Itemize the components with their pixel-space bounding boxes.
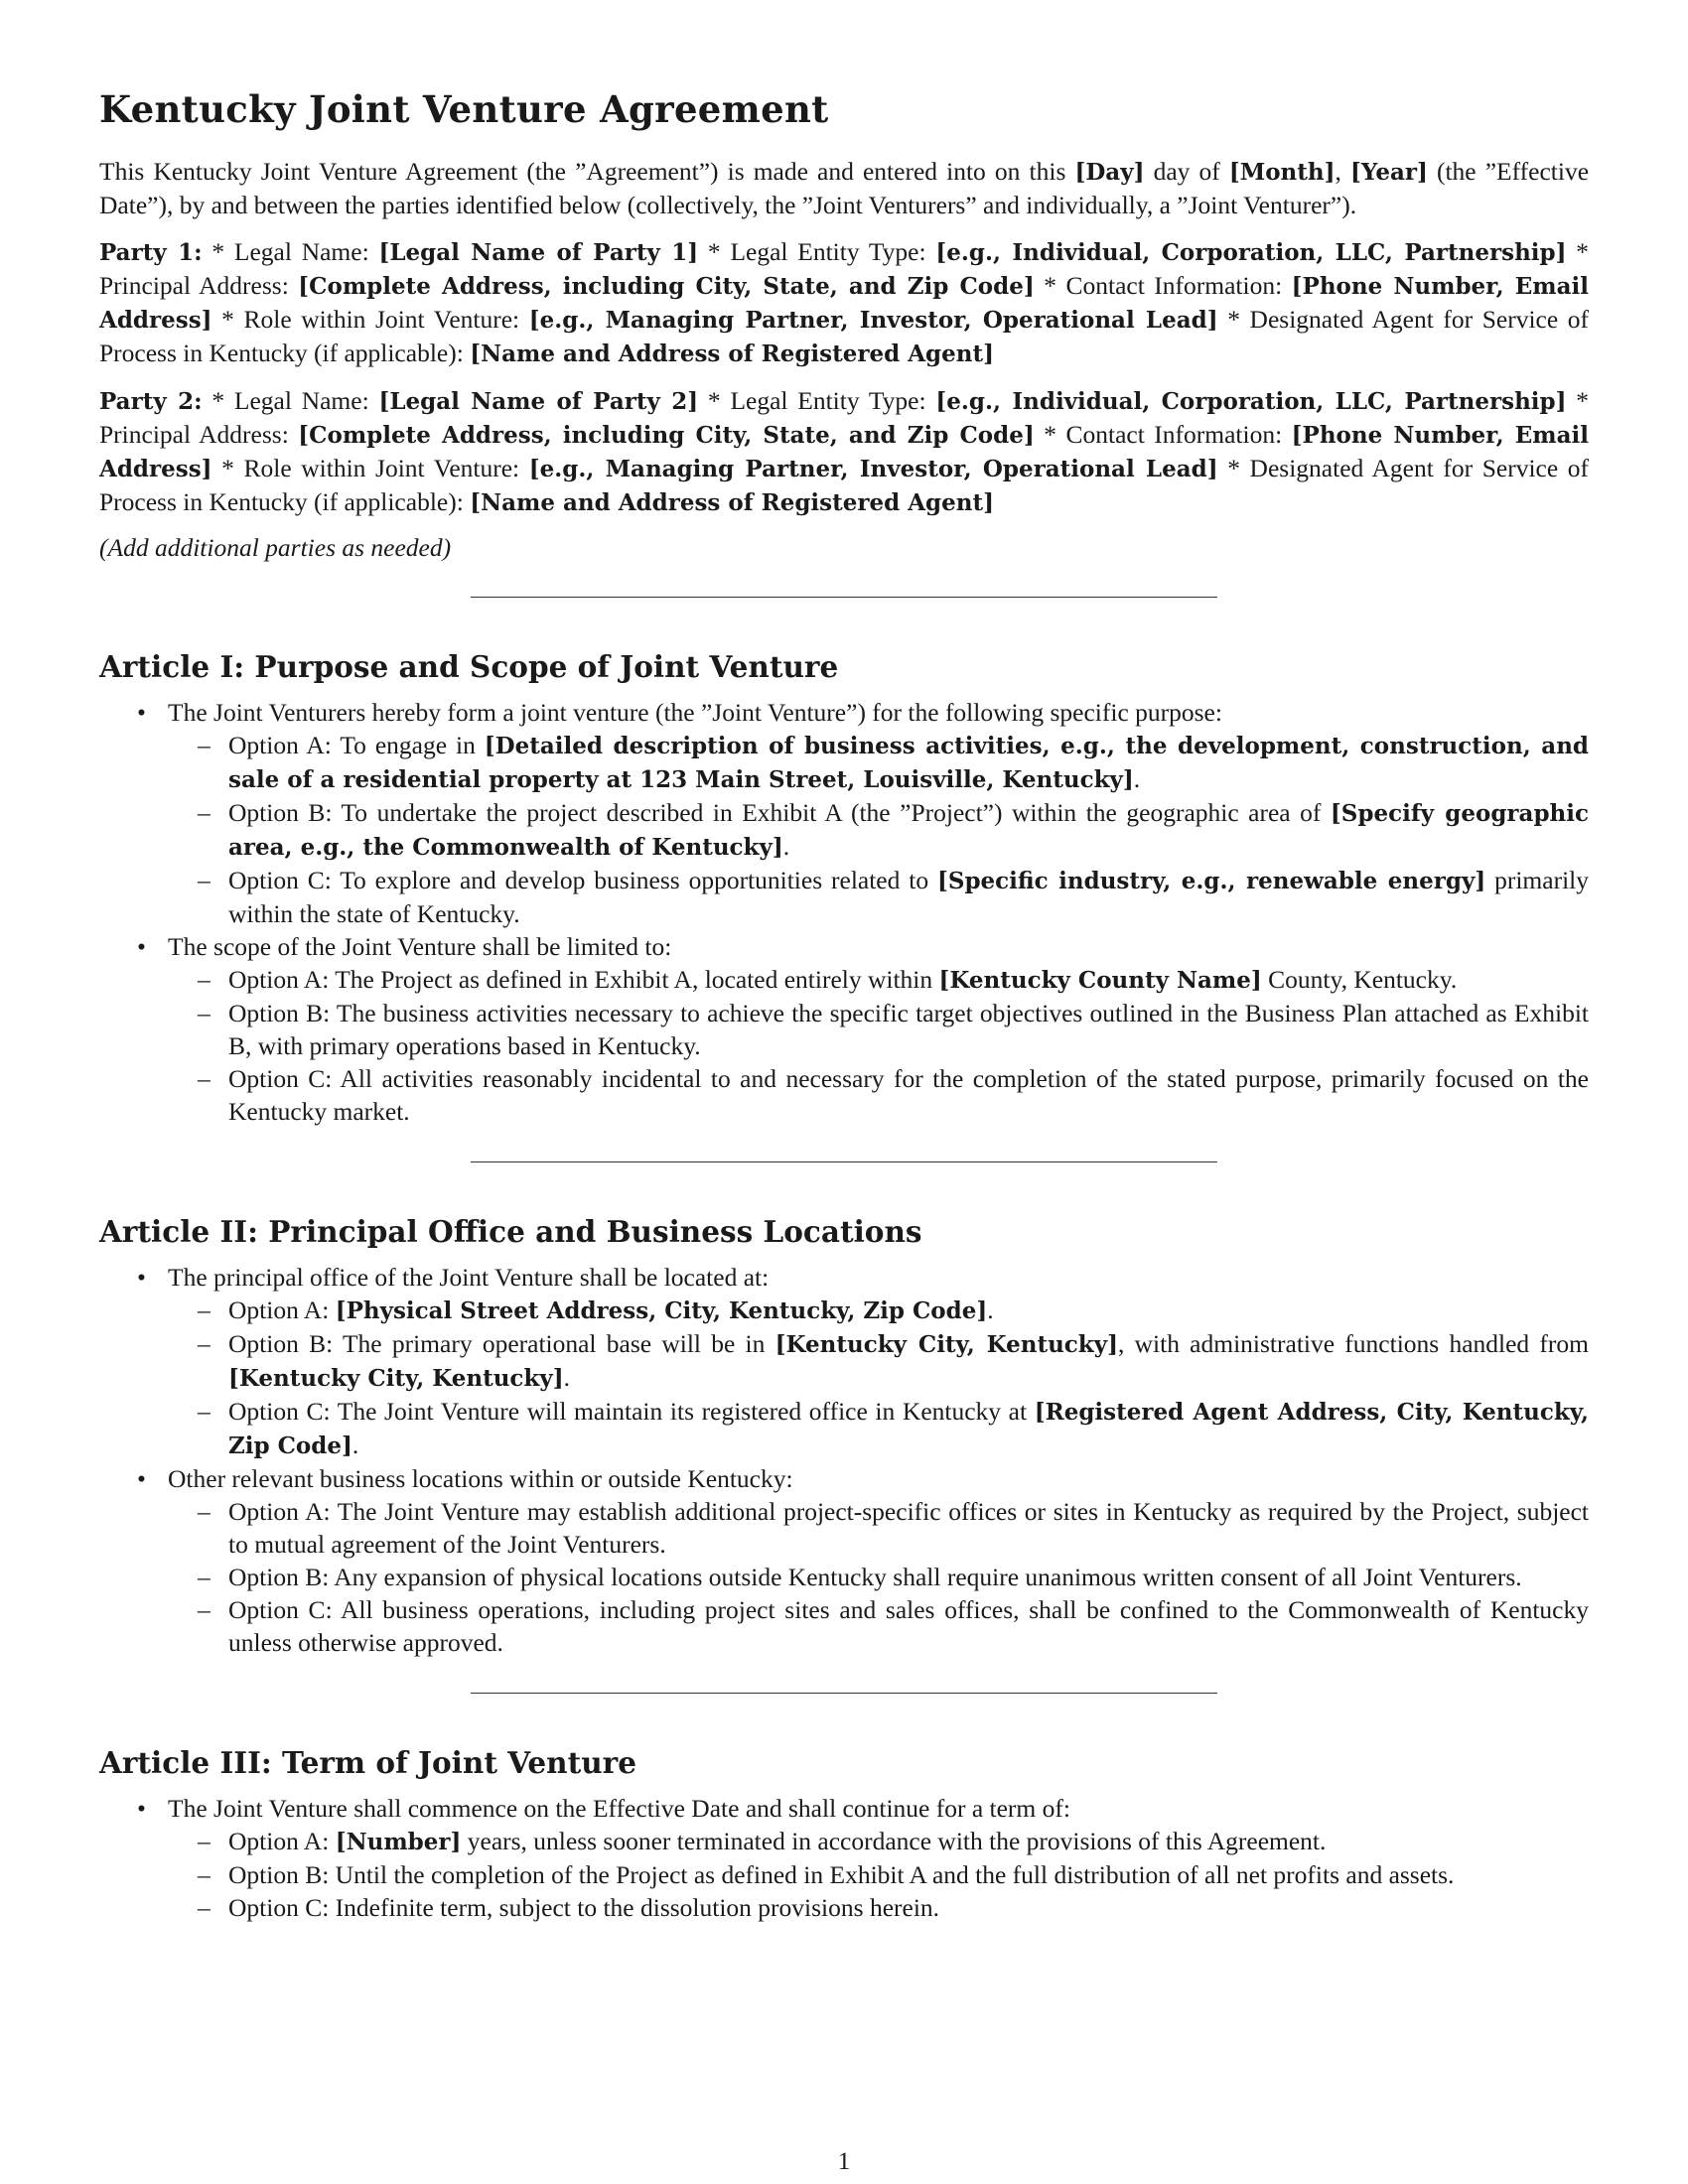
text-run: This Kentucky Joint Venture Agreement (the ”Agreement”) is made and entered into on this (99, 157, 1075, 186)
option-item (168, 1561, 1589, 1593)
section-divider (471, 1693, 1217, 1694)
dash-icon: – (198, 1397, 211, 1426)
placeholder-field: [e.g., Managing Partner, Investor, Operational Lead] (528, 307, 1218, 334)
section-divider (471, 597, 1217, 598)
article-list (99, 696, 1589, 1128)
placeholder-field: Party 2: (99, 388, 203, 415)
text-run: years, unless sooner terminated in accordance with the provisions of this Agreement. (461, 1827, 1327, 1855)
option-item (168, 1294, 1589, 1327)
placeholder-field: Party 1: (99, 239, 203, 266)
option-list (168, 1294, 1589, 1462)
option-item (168, 1395, 1589, 1462)
text-run: Option A: (228, 1296, 336, 1324)
text-run: Option B: Any expansion of physical locations outside Kentucky shall require unanimous written consent of all Joint Venturers. (228, 1563, 1522, 1591)
additional-parties-note: (Add additional parties as needed) (99, 533, 452, 562)
option-item (168, 963, 1589, 997)
dash-icon: – (198, 1064, 211, 1093)
option-item (168, 1062, 1589, 1128)
intro-paragraph (99, 155, 1589, 221)
option-list (168, 1495, 1589, 1659)
placeholder-field: [Legal Name of Party 1] (378, 239, 699, 266)
option-item (168, 1327, 1589, 1395)
list-item (99, 1261, 1589, 1462)
party-1-block (99, 235, 1589, 370)
placeholder-field: [Day] (1074, 159, 1145, 186)
option-item (168, 796, 1589, 864)
document-title: Kentucky Joint Venture Agreement (99, 87, 829, 131)
text-run: * Legal Name: (202, 386, 379, 415)
option-item (168, 729, 1589, 796)
list-item (99, 930, 1589, 1128)
dash-icon: – (198, 1296, 211, 1324)
text-run: * Designated Agent for Service of Process in Kentucky (if applicable): (99, 305, 1590, 367)
text-run: * Legal Entity Type: (698, 386, 936, 415)
placeholder-field: [e.g., Individual, Corporation, LLC, Partnership] (935, 388, 1567, 415)
article-heading: Article I: Purpose and Scope of Joint Venture (99, 649, 839, 684)
list-item (99, 1792, 1589, 1924)
list-item-text: The principal office of the Joint Venture shall be located at: (168, 1263, 770, 1292)
text-run: Option C: To explore and develop business opportunities related to (228, 866, 937, 894)
text-run: * Legal Entity Type: (698, 237, 936, 266)
bullet-icon: • (137, 932, 146, 961)
text-run: Option A: The Project as defined in Exhibit A, located entirely within (228, 965, 939, 994)
text-run: Option A: The Joint Venture may establish additional project-specific offices or sites in Kentucky as required by the Project, subject to mutual agreement of the Joint Venturers. (228, 1497, 1589, 1559)
text-run: primarily within the state of Kentucky. (228, 866, 1589, 928)
bullet-icon: • (137, 1464, 146, 1493)
text-run: . (563, 1363, 570, 1392)
text-run: Option C: Indefinite term, subject to the dissolution provisions herein. (228, 1893, 940, 1922)
articles-container (99, 597, 1589, 1924)
placeholder-field: [Kentucky City, Kentucky] (774, 1331, 1118, 1358)
text-run: Option A: To engage in (228, 731, 485, 759)
text-run: (the ”Effective Date”), by and between the parties identified below (collectively, the ”Joint Venturers” and individually, a ”Joint Venturer”). (99, 157, 1590, 219)
list-item-text: The scope of the Joint Venture shall be limited to: (168, 932, 672, 961)
text-run: . (782, 832, 790, 861)
text-run: * Contact Information: (1034, 271, 1292, 300)
text-run: Option C: The Joint Venture will maintain its registered office in Kentucky at (228, 1397, 1035, 1426)
placeholder-field: [Specify geographic area, e.g., the Commonwealth of Kentucky] (228, 800, 1589, 861)
dash-icon: – (198, 731, 211, 759)
text-run: * Designated Agent for Service of Process in Kentucky (if applicable): (99, 454, 1590, 516)
text-run: * Contact Information: (1034, 420, 1292, 449)
option-list (168, 729, 1589, 930)
page-number: 1 (837, 2146, 851, 2175)
placeholder-field: [Physical Street Address, City, Kentucky, Zip Code] (335, 1297, 988, 1324)
placeholder-field: [Specific industry, e.g., renewable energy] (936, 868, 1486, 894)
text-run: * Legal Name: (202, 237, 379, 266)
bullet-icon: • (137, 698, 146, 727)
placeholder-field: [Complete Address, including City, State, and Zip Code] (298, 273, 1035, 300)
list-item-text: The Joint Venture shall commence on the Effective Date and shall continue for a term of: (168, 1794, 1070, 1823)
placeholder-field: [Phone Number, Email Address] (99, 422, 1589, 482)
text-run: Option B: Until the completion of the Project as defined in Exhibit A and the full distribution of all net profits and assets. (228, 1860, 1455, 1889)
text-run: Option B: The primary operational base will be in (228, 1329, 775, 1358)
placeholder-field: [Name and Address of Registered Agent] (470, 489, 994, 516)
text-run: . (1133, 764, 1141, 793)
placeholder-field: [e.g., Individual, Corporation, LLC, Partnership] (935, 239, 1567, 266)
placeholder-field: [Month] (1228, 159, 1336, 186)
dash-icon: – (198, 798, 211, 827)
placeholder-field: [Detailed description of business activities, e.g., the development, construction, and sale of a residential property at 123 Main Street, Louisville, Kentucky] (228, 733, 1590, 793)
dash-icon: – (198, 1860, 211, 1889)
bullet-icon: • (137, 1263, 146, 1292)
text-run: * Principal Address: (99, 386, 1590, 449)
list-item (99, 696, 1589, 930)
text-run: . (987, 1296, 994, 1324)
list-item (99, 1462, 1589, 1659)
dash-icon: – (198, 999, 211, 1027)
dash-icon: – (198, 866, 211, 894)
text-run: Option C: All business operations, including project sites and sales offices, shall be confined to the Commonwealth of Kentucky unless otherwise approved. (228, 1595, 1589, 1657)
option-list (168, 963, 1589, 1128)
placeholder-field: [Registered Agent Address, City, Kentucky, Zip Code] (228, 1399, 1589, 1459)
text-run: Option B: To undertake the project described in Exhibit A (the ”Project”) within the geographic area of (228, 798, 1331, 827)
placeholder-field: [e.g., Managing Partner, Investor, Operational Lead] (528, 456, 1218, 482)
bullet-icon: • (137, 1794, 146, 1823)
article-list (99, 1261, 1589, 1659)
party-2-block (99, 384, 1589, 519)
dash-icon: – (198, 965, 211, 994)
text-run: * Role within Joint Venture: (211, 305, 529, 334)
option-item (168, 1825, 1589, 1858)
option-item (168, 1858, 1589, 1891)
option-item (168, 997, 1589, 1062)
dash-icon: – (198, 1497, 211, 1526)
option-list (168, 1825, 1589, 1924)
dash-icon: – (198, 1329, 211, 1358)
article-list (99, 1792, 1589, 1924)
text-run: * Principal Address: (99, 237, 1590, 300)
article-heading: Article II: Principal Office and Business Locations (99, 1214, 922, 1249)
dash-icon: – (198, 1827, 211, 1855)
placeholder-field: [Year] (1350, 159, 1428, 186)
list-item-text: Other relevant business locations within or outside Kentucky: (168, 1464, 793, 1493)
placeholder-field: [Number] (335, 1829, 462, 1855)
option-item (168, 864, 1589, 930)
list-item-text: The Joint Venturers hereby form a joint venture (the ”Joint Venture”) for the following specific purpose: (168, 698, 1222, 727)
text-run: , with administrative functions handled from (1117, 1329, 1589, 1358)
text-run: day of (1144, 157, 1229, 186)
dash-icon: – (198, 1893, 211, 1922)
placeholder-field: [Phone Number, Email Address] (99, 273, 1589, 334)
placeholder-field: [Legal Name of Party 2] (378, 388, 699, 415)
dash-icon: – (198, 1595, 211, 1624)
text-run: Option B: The business activities necessary to achieve the specific target objectives outlined in the Business Plan attached as Exhibit B, with primary operations based in Kentucky. (228, 999, 1589, 1060)
text-run: County, Kentucky. (1261, 965, 1458, 994)
text-run: Option A: (228, 1827, 336, 1855)
placeholder-field: [Complete Address, including City, State, and Zip Code] (298, 422, 1035, 449)
text-run: , (1335, 157, 1351, 186)
dash-icon: – (198, 1563, 211, 1591)
text-run: . (352, 1431, 359, 1459)
option-item (168, 1891, 1589, 1924)
section-divider (471, 1161, 1217, 1162)
text-run: Option C: All activities reasonably incidental to and necessary for the completion of the stated purpose, primarily focused on the Kentucky market. (228, 1064, 1589, 1126)
placeholder-field: [Name and Address of Registered Agent] (470, 341, 994, 367)
option-item (168, 1593, 1589, 1659)
document-page (99, 87, 1589, 1924)
placeholder-field: [Kentucky County Name] (938, 967, 1262, 994)
article-heading: Article III: Term of Joint Venture (99, 1745, 636, 1780)
placeholder-field: [Kentucky City, Kentucky] (228, 1365, 564, 1392)
text-run: * Role within Joint Venture: (211, 454, 529, 482)
option-item (168, 1495, 1589, 1561)
